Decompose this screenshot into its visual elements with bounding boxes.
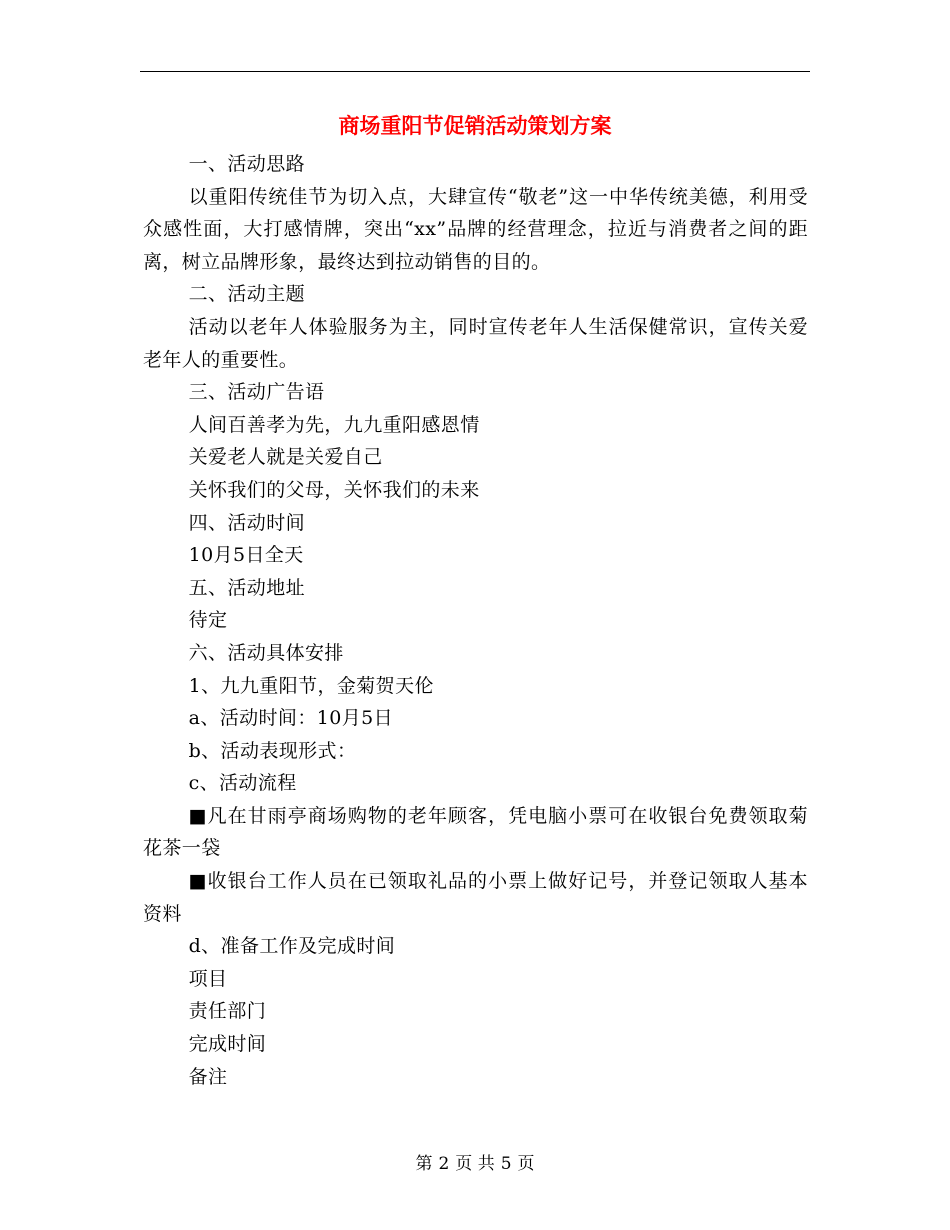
footer-prefix: 第 — [415, 1154, 433, 1174]
list-item: a、活动时间：10月5日 — [188, 707, 393, 730]
page-footer — [0, 1152, 950, 1176]
list-item: 1、九九重阳节，金菊贺天伦 — [188, 674, 434, 697]
paragraph-theme: 活动以老年人体验服务为主，同时宣传老年人生活保健常识，宣传关爱老年人的重要性。 — [143, 315, 808, 371]
document-title: 商场重阳节促销活动策划方案 — [338, 113, 612, 138]
slogan-line: 人间百善孝为先，九九重阳感恩情 — [188, 413, 480, 436]
list-item: d、准备工作及完成时间 — [188, 935, 396, 958]
header-rule — [140, 71, 810, 72]
section-heading-time: 四、活动时间 — [188, 511, 305, 534]
total-pages-number: 5 — [500, 1154, 512, 1174]
table-cell: 责任部门 — [188, 1000, 267, 1023]
current-page-number: 2 — [438, 1154, 450, 1174]
table-cell: 项目 — [188, 967, 228, 990]
list-item: b、活动表现形式： — [188, 739, 357, 762]
paragraph-approach: 以重阳传统佳节为切入点，大肆宣传“敬老”这一中华传统美德，利用受众感性面，大打感情牌，突出“xx”品牌的经营理念，拉近与消费者之间的距离，树立品牌形象，最终达到拉动销售的目的。 — [143, 185, 808, 273]
footer-suffix: 页 — [517, 1154, 535, 1174]
table-cell: 备注 — [188, 1065, 228, 1088]
slogan-line: 关爱老人就是关爱自己 — [188, 446, 383, 469]
section-heading-approach: 一、活动思路 — [188, 153, 305, 175]
paragraph-time: 10月5日全天 — [188, 544, 304, 567]
table-cell: 完成时间 — [188, 1033, 267, 1056]
section-heading-location: 五、活动地址 — [188, 576, 305, 599]
paragraph-location: 待定 — [188, 609, 228, 632]
list-item: c、活动流程 — [188, 772, 297, 795]
section-heading-theme: 二、活动主题 — [188, 283, 305, 306]
bullet-paragraph: ■收银台工作人员在已领取礼品的小票上做好记号，并登记领取人基本资料 — [143, 870, 808, 925]
section-heading-slogans: 三、活动广告语 — [188, 381, 325, 404]
document-body — [143, 148, 808, 1093]
bullet-paragraph: ■凡在甘雨亭商场购物的老年顾客，凭电脑小票可在收银台免费领取菊花茶一袋 — [143, 804, 808, 860]
section-heading-arrangement: 六、活动具体安排 — [188, 641, 344, 664]
footer-middle: 页 共 — [455, 1154, 495, 1174]
slogan-line: 关怀我们的父母，关怀我们的未来 — [188, 478, 480, 501]
